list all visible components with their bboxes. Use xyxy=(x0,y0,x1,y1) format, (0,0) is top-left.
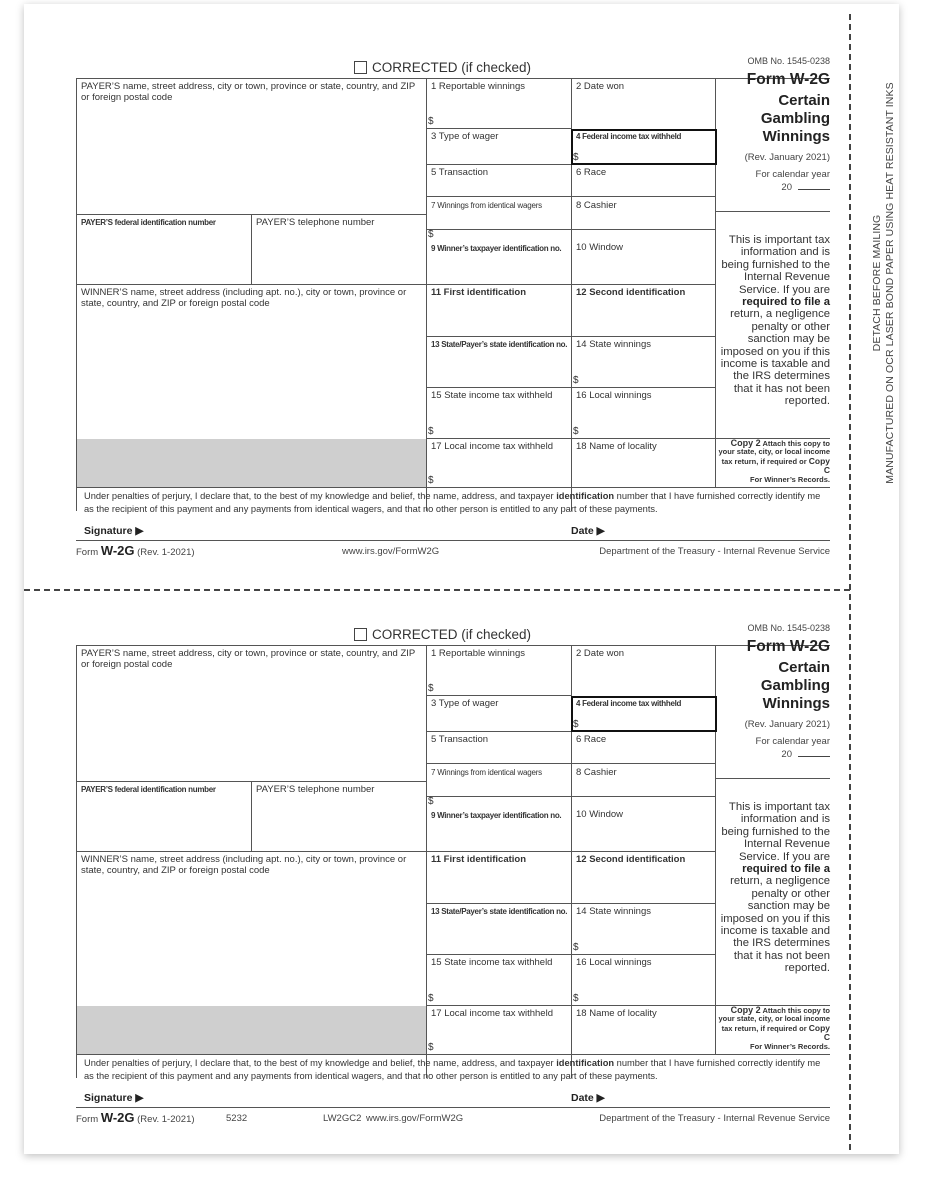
form-title-block xyxy=(718,621,830,760)
date-label: Date ▶ xyxy=(571,525,605,537)
dollar-sign: $ xyxy=(573,942,579,953)
paper-note: MANUFACTURED ON OCR LASER BOND PAPER USING HEAT RESISTANT INKS xyxy=(884,82,896,484)
dollar-sign: $ xyxy=(428,426,434,437)
copy-note xyxy=(718,1006,830,1051)
important-notice xyxy=(718,234,830,408)
title-certain: Certain xyxy=(778,92,830,109)
payer-fed-id-label: PAYER’S federal identification number xyxy=(81,218,216,227)
corrected-checkbox[interactable] xyxy=(354,61,367,74)
perjury-text-1: Under penalties of perjury, I declare that, to the best of my knowledge and belief, the name, address, and taxpayer xyxy=(84,1058,554,1068)
box18-label: 18 Name of locality xyxy=(576,441,657,452)
notice-bold: required to file a xyxy=(742,863,830,876)
form-copy-bottom xyxy=(76,621,830,1151)
copy-label: Copy 2 xyxy=(730,438,761,448)
box1-label: 1 Reportable winnings xyxy=(431,81,526,92)
box16-field[interactable] xyxy=(571,954,715,1005)
footer-department: Department of the Treasury - Internal Revenue Service xyxy=(599,546,830,557)
vertical-perforation xyxy=(849,14,851,1150)
perjury-text-2: number that I have furnished correctly identify me as the recipient of this payment and any payments from identical wagers, and that no other person is entitled to any part of these payments. xyxy=(84,491,821,514)
calendar-year-field[interactable] xyxy=(718,749,830,760)
box15-field[interactable] xyxy=(426,954,571,1005)
box13-field[interactable] xyxy=(426,903,571,954)
title-winnings: Winnings xyxy=(762,128,830,145)
payer-phone-label: PAYER’S telephone number xyxy=(256,784,375,795)
box16-label: 16 Local winnings xyxy=(576,957,652,968)
payer-phone-field[interactable] xyxy=(251,781,426,851)
corrected-option[interactable] xyxy=(354,60,531,75)
box8-label: 8 Cashier xyxy=(576,200,617,211)
box6-label: 6 Race xyxy=(576,734,607,745)
title-winnings: Winnings xyxy=(762,695,830,712)
box7-label: 7 Winnings from identical wagers xyxy=(431,201,542,210)
copy-c-label: Copy C xyxy=(808,455,830,476)
box4-field[interactable] xyxy=(571,695,715,731)
year-prefix: 20 xyxy=(781,749,792,760)
box15-field[interactable] xyxy=(426,387,571,438)
copy-text: Attach this copy to your state, city, or local income tax return, if required or xyxy=(718,439,830,466)
winner-name-field[interactable] xyxy=(76,851,426,1006)
payer-name-field[interactable] xyxy=(76,645,426,781)
revision-date: (Rev. January 2021) xyxy=(744,719,830,730)
dollar-sign: $ xyxy=(428,796,434,807)
box8-field[interactable] xyxy=(571,196,715,229)
box8-label: 8 Cashier xyxy=(576,767,617,778)
form-name: Form W-2G xyxy=(746,638,830,655)
payer-fed-id-field[interactable] xyxy=(76,214,251,284)
winner-name-label: WINNER’S name, street address (including apt. no.), city or town, province or state, country, and ZIP or foreign postal code xyxy=(81,854,407,876)
box1-field[interactable] xyxy=(426,78,571,128)
signature-label: Signature ▶ xyxy=(84,1092,144,1104)
box4-label: 4 Federal income tax withheld xyxy=(576,132,682,141)
notice-text-1: This is important tax information and is being furnished to the Internal Revenue Service. If you are xyxy=(721,234,830,296)
box8-field[interactable] xyxy=(571,763,715,796)
box9-label: 9 Winner’s taxpayer identification no. xyxy=(431,244,562,253)
important-notice xyxy=(718,801,830,975)
footer-rev: (Rev. 1-2021) xyxy=(137,1114,195,1125)
corrected-option[interactable] xyxy=(354,627,531,642)
box10-field[interactable] xyxy=(571,796,715,851)
box13-label: 13 State/Payer’s state identification no. xyxy=(431,340,568,349)
box10-label: 10 Window xyxy=(576,242,623,253)
corrected-checkbox[interactable] xyxy=(354,628,367,641)
dollar-sign: $ xyxy=(573,426,579,437)
detach-note: DETACH BEFORE MAILING xyxy=(871,214,883,352)
footer-code-2: LW2GC2 xyxy=(323,1113,362,1124)
payer-name-label: PAYER’S name, street address, city or town, province or state, country, and ZIP or foreign postal code xyxy=(81,81,416,103)
year-blank xyxy=(798,756,830,757)
box17-field[interactable] xyxy=(426,438,571,487)
box2-field[interactable] xyxy=(571,78,715,128)
line-perjury xyxy=(76,487,830,488)
form-title-block xyxy=(718,54,830,193)
horizontal-perforation xyxy=(24,589,850,591)
box14-field[interactable] xyxy=(571,903,715,954)
box11-field[interactable] xyxy=(426,284,571,336)
notice-bold: required to file a xyxy=(742,296,830,309)
dollar-sign: $ xyxy=(573,719,579,730)
perjury-text-2: number that I have furnished correctly identify me as the recipient of this payment and any payments from identical wagers, and that no other person is entitled to any part of these payments. xyxy=(84,1058,821,1081)
box2-label: 2 Date won xyxy=(576,81,625,92)
title-gambling: Gambling xyxy=(760,110,830,127)
box11-label: 11 First identification xyxy=(431,287,527,298)
footer-form-label: Form xyxy=(76,547,99,558)
box11-label: 11 First identification xyxy=(431,854,527,865)
footer-form-id xyxy=(76,543,195,558)
box15-label: 15 State income tax withheld xyxy=(431,390,553,401)
footer-department: Department of the Treasury - Internal Revenue Service xyxy=(599,1113,830,1124)
calendar-year-label: For calendar year xyxy=(755,169,830,180)
box1-label: 1 Reportable winnings xyxy=(431,648,526,659)
box3-label: 3 Type of wager xyxy=(431,698,499,709)
date-label: Date ▶ xyxy=(571,1092,605,1104)
footer-code: 5232 xyxy=(226,1113,248,1124)
notice-text-2: return, a negligence penalty or other sanction may be imposed on you if this income is taxable and the IRS determines that it has not been reported. xyxy=(720,308,830,408)
box5-label: 5 Transaction xyxy=(431,167,489,178)
box16-field[interactable] xyxy=(571,387,715,438)
box13-field[interactable] xyxy=(426,336,571,387)
payer-name-label: PAYER’S name, street address, city or town, province or state, country, and ZIP or foreign postal code xyxy=(81,648,416,670)
dollar-sign: $ xyxy=(428,683,434,694)
box18-field[interactable] xyxy=(571,438,715,487)
dollar-sign: $ xyxy=(573,152,579,163)
winner-name-label: WINNER’S name, street address (including apt. no.), city or town, province or state, country, and ZIP or foreign postal code xyxy=(81,287,407,309)
omb-number: OMB No. 1545-0238 xyxy=(747,623,830,633)
box12-field[interactable] xyxy=(571,284,715,336)
payer-fed-id-label: PAYER’S federal identification number xyxy=(81,785,216,794)
box18-field[interactable] xyxy=(571,1005,715,1054)
copy-for-records: For Winner’s Records. xyxy=(750,474,830,484)
line-title-end xyxy=(715,211,830,212)
payer-phone-label: PAYER’S telephone number xyxy=(256,217,375,228)
box6-field[interactable] xyxy=(571,164,715,196)
line-signature xyxy=(76,1107,830,1108)
box12-label: 12 Second identification xyxy=(576,287,686,298)
box12-field[interactable] xyxy=(571,851,715,903)
perjury-text-1: Under penalties of perjury, I declare that, to the best of my knowledge and belief, the name, address, and taxpayer xyxy=(84,491,554,501)
box10-label: 10 Window xyxy=(576,809,623,820)
box6-label: 6 Race xyxy=(576,167,607,178)
box9-field[interactable] xyxy=(426,229,571,284)
revision-date: (Rev. January 2021) xyxy=(744,152,830,163)
copy-note xyxy=(718,439,830,484)
form-copy-top xyxy=(76,54,830,584)
year-prefix: 20 xyxy=(781,182,792,193)
line-signature xyxy=(76,540,830,541)
dollar-sign: $ xyxy=(428,993,434,1004)
box5-label: 5 Transaction xyxy=(431,734,489,745)
box2-label: 2 Date won xyxy=(576,648,625,659)
box10-field[interactable] xyxy=(571,229,715,284)
year-blank xyxy=(798,189,830,190)
form-name: Form W-2G xyxy=(746,71,830,88)
box5-field[interactable] xyxy=(426,731,571,763)
box17-label: 17 Local income tax withheld xyxy=(431,441,553,452)
omb-number: OMB No. 1545-0238 xyxy=(747,56,830,66)
footer-rev: (Rev. 1-2021) xyxy=(137,547,195,558)
box3-field[interactable] xyxy=(426,128,571,164)
payer-fed-id-field[interactable] xyxy=(76,781,251,851)
box14-label: 14 State winnings xyxy=(576,339,651,350)
notice-text-1: This is important tax information and is being furnished to the Internal Revenue Service. If you are xyxy=(721,801,830,863)
box4-label: 4 Federal income tax withheld xyxy=(576,699,682,708)
box11-field[interactable] xyxy=(426,851,571,903)
copy-c-label: Copy C xyxy=(808,1022,830,1043)
calendar-year-label: For calendar year xyxy=(755,736,830,747)
box4-field[interactable] xyxy=(571,128,715,164)
shaded-area xyxy=(77,439,426,487)
box17-field[interactable] xyxy=(426,1005,571,1054)
box17-label: 17 Local income tax withheld xyxy=(431,1008,553,1019)
dollar-sign: $ xyxy=(428,116,434,127)
footer-url: www.irs.gov/FormW2G xyxy=(342,546,440,557)
footer-w2g: W-2G xyxy=(100,543,135,558)
box7-field[interactable] xyxy=(426,196,571,240)
box14-label: 14 State winnings xyxy=(576,906,651,917)
corrected-label: CORRECTED (if checked) xyxy=(372,60,532,75)
dollar-sign: $ xyxy=(573,993,579,1004)
box5-field[interactable] xyxy=(426,164,571,196)
copy-for-records: For Winner’s Records. xyxy=(750,1041,830,1051)
box3-field[interactable] xyxy=(426,695,571,731)
line-perjury xyxy=(76,1054,830,1055)
signature-label: Signature ▶ xyxy=(84,525,144,537)
title-gambling: Gambling xyxy=(760,677,830,694)
box15-label: 15 State income tax withheld xyxy=(431,957,553,968)
dollar-sign: $ xyxy=(573,375,579,386)
footer-w2g: W-2G xyxy=(100,1110,135,1125)
notice-text-2: return, a negligence penalty or other sanction may be imposed on you if this income is taxable and the IRS determines that it has not been reported. xyxy=(720,875,830,975)
box3-label: 3 Type of wager xyxy=(431,131,499,142)
perjury-bold: identification xyxy=(556,1058,615,1068)
box14-field[interactable] xyxy=(571,336,715,387)
footer-form-label: Form xyxy=(76,1114,99,1125)
footer-url: www.irs.gov/FormW2G xyxy=(366,1113,464,1124)
box16-label: 16 Local winnings xyxy=(576,390,652,401)
perjury-statement xyxy=(84,1057,824,1082)
winner-name-field[interactable] xyxy=(76,284,426,439)
corrected-label: CORRECTED (if checked) xyxy=(372,627,532,642)
box7-field[interactable] xyxy=(426,763,571,807)
payer-name-field[interactable] xyxy=(76,78,426,214)
dollar-sign: $ xyxy=(428,475,434,486)
box9-field[interactable] xyxy=(426,796,571,851)
box7-label: 7 Winnings from identical wagers xyxy=(431,768,542,777)
box9-label: 9 Winner’s taxpayer identification no. xyxy=(431,811,562,820)
copy-label: Copy 2 xyxy=(730,1005,761,1015)
footer-form-id xyxy=(76,1110,195,1125)
title-certain: Certain xyxy=(778,659,830,676)
box18-label: 18 Name of locality xyxy=(576,1008,657,1019)
copy-text: Attach this copy to your state, city, or local income tax return, if required or xyxy=(718,1006,830,1033)
box6-field[interactable] xyxy=(571,731,715,763)
perjury-bold: identification xyxy=(556,491,615,501)
dollar-sign: $ xyxy=(428,229,434,240)
box12-label: 12 Second identification xyxy=(576,854,686,865)
line-title-end xyxy=(715,778,830,779)
payer-phone-field[interactable] xyxy=(251,214,426,284)
dollar-sign: $ xyxy=(428,1042,434,1053)
box13-label: 13 State/Payer’s state identification no. xyxy=(431,907,568,916)
perjury-statement xyxy=(84,490,824,515)
box1-field[interactable] xyxy=(426,645,571,695)
shaded-area xyxy=(77,1006,426,1054)
calendar-year-field[interactable] xyxy=(718,182,830,193)
box2-field[interactable] xyxy=(571,645,715,695)
